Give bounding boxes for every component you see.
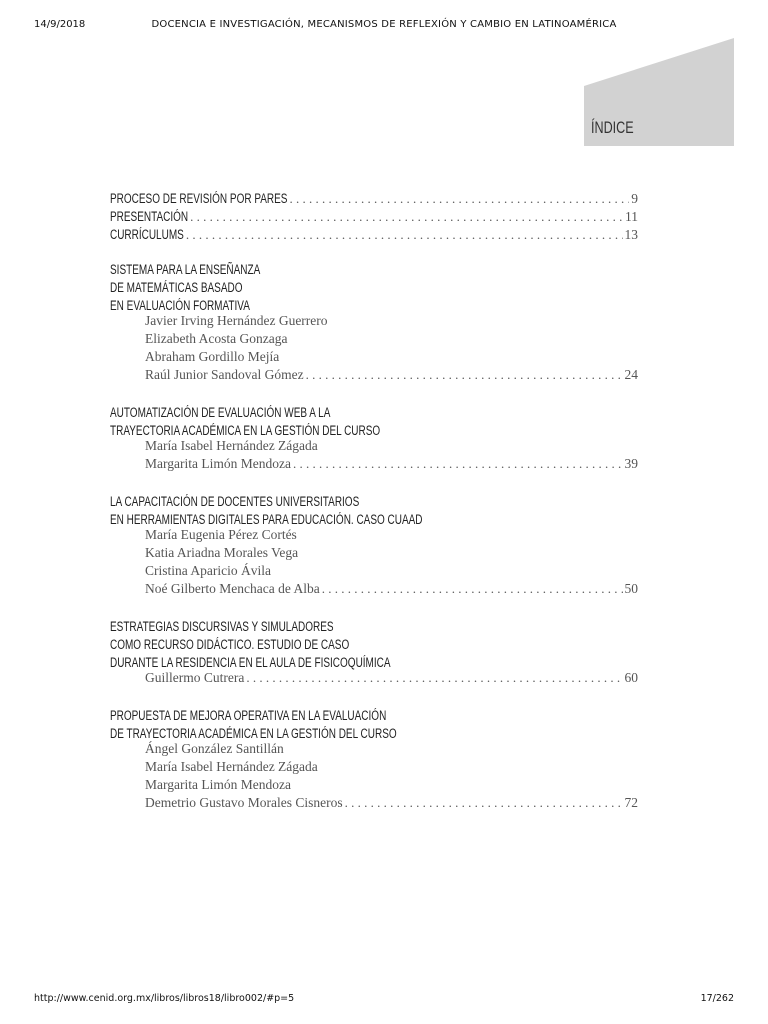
toc-author-name: María Eugenia Pérez Cortés bbox=[145, 527, 297, 542]
toc-author-line bbox=[110, 527, 638, 545]
toc-heading-line bbox=[110, 420, 638, 438]
toc-author-name: Margarita Limón Mendoza bbox=[145, 777, 291, 792]
index-heading: ÍNDICE bbox=[591, 118, 634, 137]
toc-page-number: 50 bbox=[624, 581, 638, 596]
toc-author-name: Margarita Limón Mendoza bbox=[145, 456, 291, 471]
leader-dots bbox=[345, 795, 623, 811]
toc-heading-line bbox=[110, 224, 638, 242]
leader-dots bbox=[289, 191, 629, 206]
toc-heading-line bbox=[110, 206, 638, 224]
leader-dots bbox=[190, 209, 623, 224]
toc-heading-line bbox=[110, 634, 638, 652]
toc-heading-text: EN EVALUACIÓN FORMATIVA bbox=[110, 298, 250, 313]
toc-author-line bbox=[110, 313, 638, 331]
section-gap bbox=[110, 385, 638, 402]
toc-author-name: Demetrio Gustavo Morales Cisneros bbox=[145, 795, 343, 810]
toc-heading-line bbox=[110, 616, 638, 634]
toc-page-number: 60 bbox=[624, 670, 638, 685]
toc-heading-text: DE MATEMÁTICAS BASADO bbox=[110, 280, 243, 295]
toc-author-name: Elizabeth Acosta Gonzaga bbox=[145, 331, 288, 346]
toc-author-name: María Isabel Hernández Zágada bbox=[145, 438, 318, 453]
toc-author-line bbox=[110, 741, 638, 759]
toc-author-line bbox=[110, 545, 638, 563]
toc-heading-text: COMO RECURSO DIDÁCTICO. ESTUDIO DE CASO bbox=[110, 637, 350, 652]
toc-heading-line bbox=[110, 402, 638, 420]
toc-heading-line bbox=[110, 509, 638, 527]
toc-page-number: 39 bbox=[624, 456, 638, 471]
toc-author-name: Javier Irving Hernández Guerrero bbox=[145, 313, 328, 328]
section-gap bbox=[110, 599, 638, 616]
toc-page-number: 11 bbox=[625, 209, 638, 224]
print-date: 14/9/2018 bbox=[34, 19, 86, 30]
toc-author-line bbox=[110, 670, 638, 688]
leader-dots bbox=[246, 670, 622, 686]
toc-heading-text: PRESENTACIÓN bbox=[110, 209, 189, 224]
leader-dots bbox=[186, 227, 623, 242]
toc-heading-text: ESTRATEGIAS DISCURSIVAS Y SIMULADORES bbox=[110, 619, 334, 634]
toc-author-name: Guillermo Cutrera bbox=[145, 670, 245, 685]
toc-heading-text: LA CAPACITACIÓN DE DOCENTES UNIVERSITARIOS bbox=[110, 494, 360, 509]
toc-heading-text: PROCESO DE REVISIÓN POR PARES bbox=[110, 191, 288, 206]
toc-heading-line bbox=[110, 652, 638, 670]
toc-heading-text: DURANTE LA RESIDENCIA EN EL AULA DE FISICOQUÍMICA bbox=[110, 655, 391, 670]
toc-author-name: Noé Gilberto Menchaca de Alba bbox=[145, 581, 320, 596]
toc-author-line bbox=[110, 349, 638, 367]
toc-author-line bbox=[110, 581, 638, 599]
toc-author-line bbox=[110, 456, 638, 474]
toc-author-line bbox=[110, 331, 638, 349]
toc-author-line bbox=[110, 795, 638, 813]
toc-heading-text: CURRÍCULUMS bbox=[110, 227, 184, 242]
toc-heading-text: PROPUESTA DE MEJORA OPERATIVA EN LA EVALUACIÓN bbox=[110, 708, 387, 723]
toc-author-line bbox=[110, 563, 638, 581]
page-counter: 17/262 bbox=[700, 993, 734, 1004]
page-url: http://www.cenid.org.mx/libros/libros18/libro002/#p=5 bbox=[34, 993, 295, 1004]
toc-author-line bbox=[110, 438, 638, 456]
document-title: DOCENCIA E INVESTIGACIÓN, MECANISMOS DE REFLEXIÓN Y CAMBIO EN LATINOAMÉRICA bbox=[151, 19, 617, 30]
toc-heading-line bbox=[110, 491, 638, 509]
toc-heading-text: SISTEMA PARA LA ENSEÑANZA bbox=[110, 262, 261, 277]
section-gap bbox=[110, 474, 638, 491]
toc-author-name: Ángel González Santillán bbox=[145, 741, 284, 756]
toc-heading-text: AUTOMATIZACIÓN DE EVALUACIÓN WEB A LA bbox=[110, 405, 331, 420]
toc-heading-line bbox=[110, 705, 638, 723]
toc-heading-text: DE TRAYECTORIA ACADÉMICA EN LA GESTIÓN DEL CURSO bbox=[110, 726, 397, 741]
toc-heading-line bbox=[110, 277, 638, 295]
toc-page-number: 9 bbox=[631, 191, 638, 206]
leader-dots bbox=[306, 367, 623, 383]
toc-author-name: Abraham Gordillo Mejía bbox=[145, 349, 280, 364]
toc-heading-line bbox=[110, 295, 638, 313]
toc-author-name: Cristina Aparicio Ávila bbox=[145, 563, 271, 578]
toc-page-number: 24 bbox=[624, 367, 638, 382]
section-gap bbox=[110, 688, 638, 705]
toc-heading-line bbox=[110, 188, 638, 206]
toc-author-name: Katia Ariadna Morales Vega bbox=[145, 545, 299, 560]
toc-author-line bbox=[110, 777, 638, 795]
toc-heading-line bbox=[110, 723, 638, 741]
toc-heading-text: TRAYECTORIA ACADÉMICA EN LA GESTIÓN DEL CURSO bbox=[110, 423, 381, 438]
toc-author-line bbox=[110, 759, 638, 777]
toc-author-name: Raúl Junior Sandoval Gómez bbox=[145, 367, 304, 382]
section-gap bbox=[110, 242, 638, 259]
leader-dots bbox=[293, 456, 623, 472]
toc-heading-line bbox=[110, 259, 638, 277]
leader-dots bbox=[322, 581, 623, 597]
toc-page-number: 13 bbox=[624, 227, 638, 242]
toc-author-name: María Isabel Hernández Zágada bbox=[145, 759, 318, 774]
toc-page-number: 72 bbox=[624, 795, 638, 810]
toc-heading-text: EN HERRAMIENTAS DIGITALES PARA EDUCACIÓN. CASO CUAAD bbox=[110, 512, 423, 527]
table-of-contents bbox=[110, 188, 638, 813]
toc-author-line bbox=[110, 367, 638, 385]
